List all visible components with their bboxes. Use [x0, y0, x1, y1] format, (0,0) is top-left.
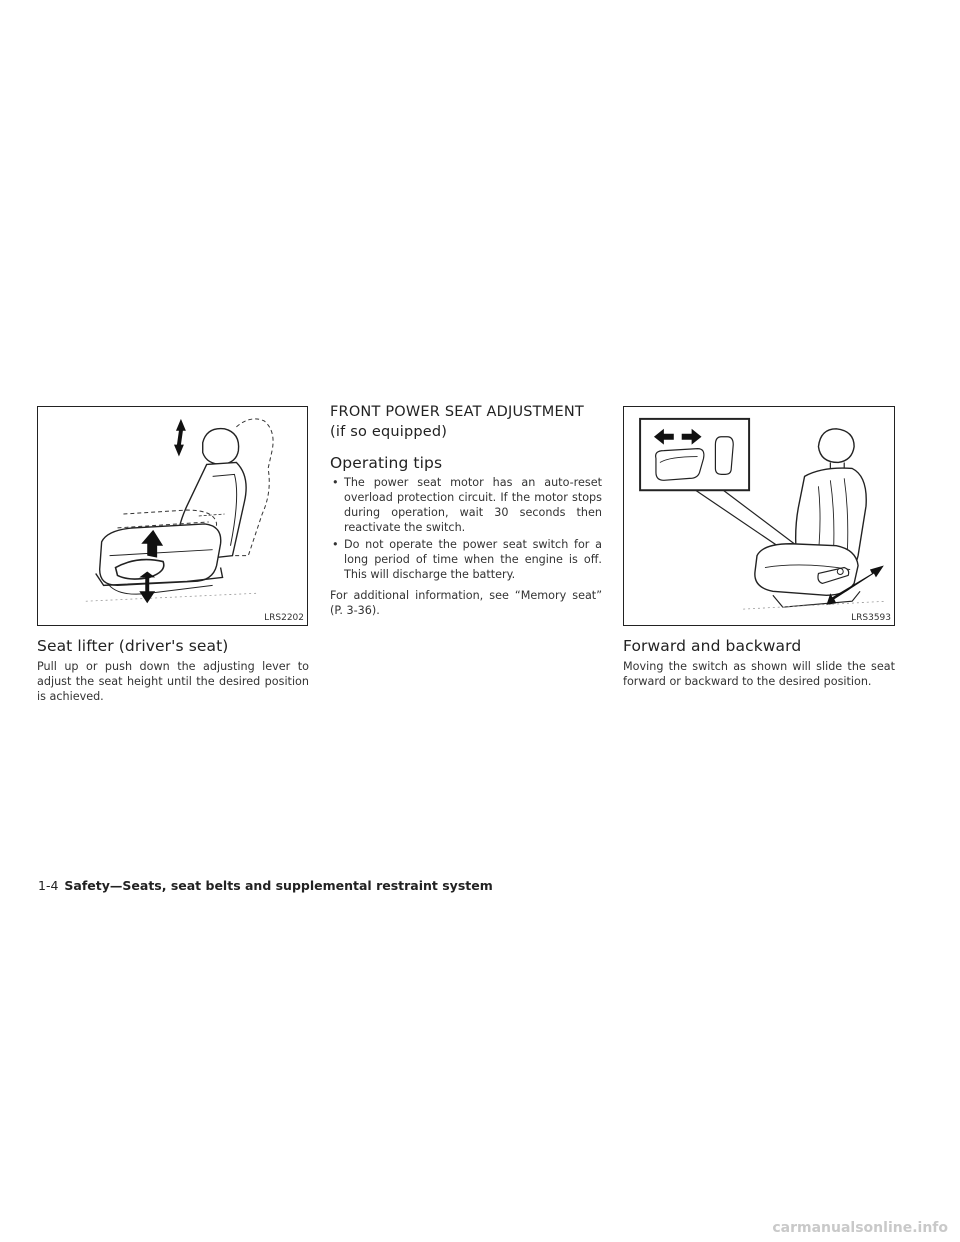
- section-heading-seat-lifter: Seat lifter (driver's seat): [37, 637, 229, 655]
- double-arrow-vertical-icon: [174, 419, 186, 457]
- chapter-title-line2: (if so equipped): [330, 424, 448, 440]
- forward-backward-body: Moving the switch as shown will slide the seat forward or backward to the desired position.: [623, 660, 895, 688]
- subheading-operating-tips: Operating tips: [330, 454, 443, 472]
- figure-code: LRS3593: [851, 613, 891, 623]
- seat-lifter-illustration: [38, 407, 307, 625]
- watermark: carmanualsonline.info: [772, 1220, 948, 1236]
- chapter-title: [330, 402, 610, 442]
- bullet-item: • Do not operate the power seat switch for a long period of time when the engine is off. This will discharge the battery.: [330, 537, 602, 582]
- section-title: Safety—Seats, seat belts and supplemental restraint system: [64, 878, 493, 893]
- seat-lifter-figure: [37, 406, 308, 626]
- bullet-item: • The power seat motor has an auto-reset overload protection circuit. If the motor stops during operation, wait 30 seconds then reactivate the switch.: [330, 475, 602, 535]
- figure-code: LRS2202: [264, 613, 304, 623]
- memory-seat-reference: For additional information, see “Memory seat” (P. 3-36).: [330, 589, 602, 617]
- chapter-title-line1: FRONT POWER SEAT ADJUSTMENT: [330, 404, 584, 420]
- seat-lifter-body: Pull up or push down the adjusting lever to adjust the seat height until the desired position is achieved.: [37, 660, 309, 703]
- page-footer: [38, 878, 493, 893]
- page-number: 1-4: [38, 878, 59, 893]
- section-heading-forward-backward: Forward and backward: [623, 637, 802, 655]
- forward-backward-figure: [623, 406, 895, 626]
- power-seat-illustration: [624, 407, 894, 625]
